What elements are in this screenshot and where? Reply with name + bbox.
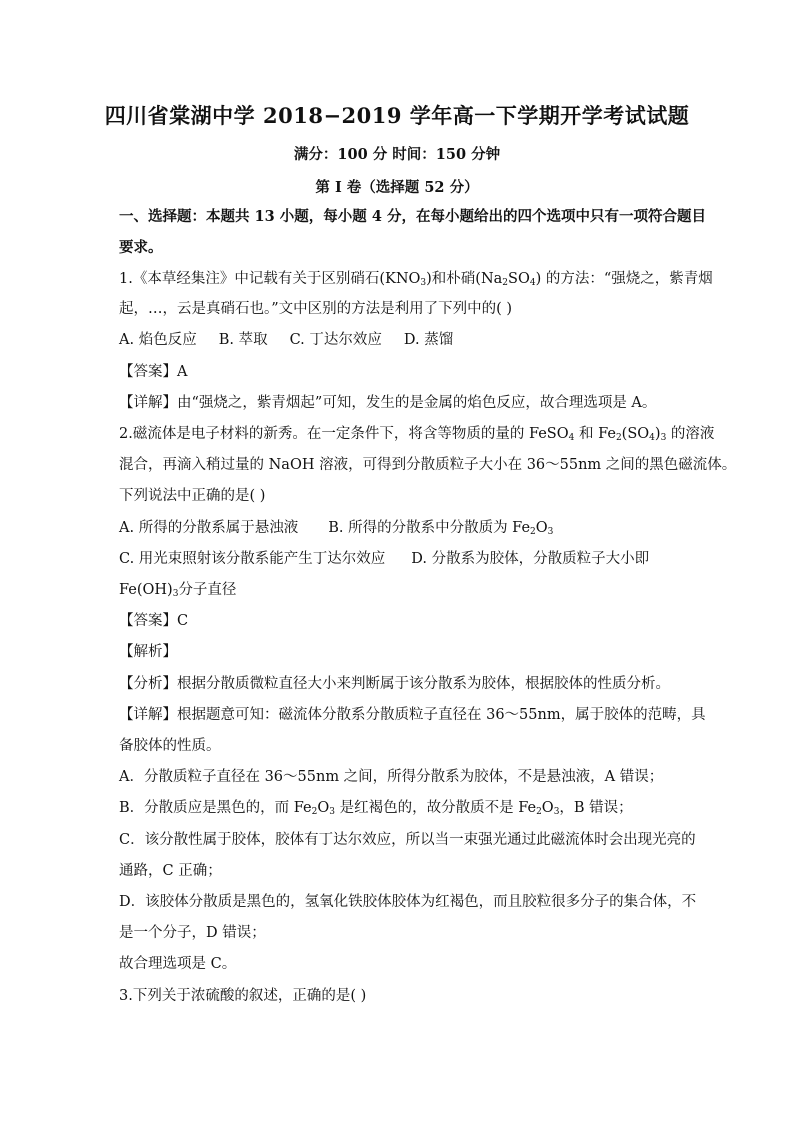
q1-option-d: D. 蒸馏 xyxy=(403,332,454,348)
q2-stem: 2.磁流体是电子材料的新秀。在一定条件下，将含等物质的量的 FeSO$_4$ 和 $Fe_2(SO_4)_3$ 的溶液 xyxy=(119,426,715,443)
q1-detail: 【详解】由“强烧之，紫青烟起”可知，发生的是金属的焰色反应，故合理选项是 A。 xyxy=(119,395,657,411)
q2-explain-a: A．分散质粒子直径在 36～55nm 之间，所得分散系为胶体，不是悬浊液，A 错误； xyxy=(119,769,664,785)
q2-option-a: A. 所得的分散系属于悬浊液 xyxy=(119,520,299,536)
q1-option-a: A. 焰色反应 xyxy=(119,332,197,348)
volume-heading: 第 I 卷（选择题 52 分） xyxy=(315,179,479,196)
q2-detail-cont: 备胶体的性质。 xyxy=(119,738,221,754)
q2-option-b: B. 所得的分散系中分散质为 $Fe_2O_3$ xyxy=(328,520,554,537)
q2-options-cd xyxy=(119,549,679,569)
q1-option-c: C. 丁达尔效应 xyxy=(289,332,382,348)
q3-stem: 3.下列关于浓硫酸的叙述，正确的是( ) xyxy=(119,988,367,1004)
q1-stem-cont: 起，…，云是真硝石也。”文中区别的方法是利用了下列中的( ) xyxy=(119,301,513,317)
q2-option-d-cont: $Fe(OH)_3$分子直径 xyxy=(119,582,237,599)
q2-explain-b: B．分散质应是黑色的，而 $Fe_2O_3$ 是红褐色的，故分散质不是 $Fe_2O_3$，B 错误； xyxy=(119,800,633,817)
q2-conclusion: 故合理选项是 C。 xyxy=(119,956,237,972)
q2-option-d: D. 分散系为胶体，分散质粒子大小即 xyxy=(411,551,650,567)
q2-explain-c-cont: 通路，C 正确； xyxy=(119,863,222,879)
q2-answer: 【答案】C xyxy=(119,613,189,629)
q2-explain-d-cont: 是一个分子，D 错误； xyxy=(119,925,266,941)
exam-title: 四川省棠湖中学 2018−2019 学年高一下学期开学考试试题 xyxy=(104,103,690,128)
section-heading-cont: 要求。 xyxy=(119,239,163,256)
q1-options xyxy=(119,330,679,350)
q2-question: 下列说法中正确的是( ) xyxy=(119,488,266,504)
q2-analysis-heading: 【解析】 xyxy=(119,644,177,660)
q2-stem-cont: 混合，再滴入稍过量的 NaOH 溶液，可得到分散质粒子大小在 36～55nm 之间的黑色磁流体。 xyxy=(119,457,737,473)
q2-explain-c: C．该分散性属于胶体，胶体有丁达尔效应，所以当一束强光通过此磁流体时会出现光亮的 xyxy=(119,832,696,848)
q1-answer: 【答案】A xyxy=(119,364,188,380)
exam-meta: 满分：100 分 时间：150 分钟 xyxy=(293,146,501,163)
section-heading: 一、选择题：本题共 13 小题，每小题 4 分，在每小题给出的四个选项中只有一项符合题目 xyxy=(119,208,706,225)
q2-analysis: 【分析】根据分散质微粒直径大小来判断属于该分散系为胶体，根据胶体的性质分析。 xyxy=(119,676,670,692)
q2-option-c: C. 用光束照射该分散系能产生丁达尔效应 xyxy=(119,551,386,567)
q2-options-ab xyxy=(119,518,679,538)
q1-stem: 1.《本草经集注》中记载有关于区别硝石$(KNO_3)$和朴硝$(Na_2SO_4)$ 的方法：“强烧之，紫青烟 xyxy=(119,271,713,288)
q1-option-b: B. 萃取 xyxy=(218,332,268,348)
q2-explain-d: D．该胶体分散质是黑色的，氢氧化铁胶体胶体为红褐色，而且胶粒很多分子的集合体，不 xyxy=(119,894,697,910)
q2-detail: 【详解】根据题意可知：磁流体分散系分散质粒子直径在 36～55nm，属于胶体的范畴，具 xyxy=(119,707,706,723)
